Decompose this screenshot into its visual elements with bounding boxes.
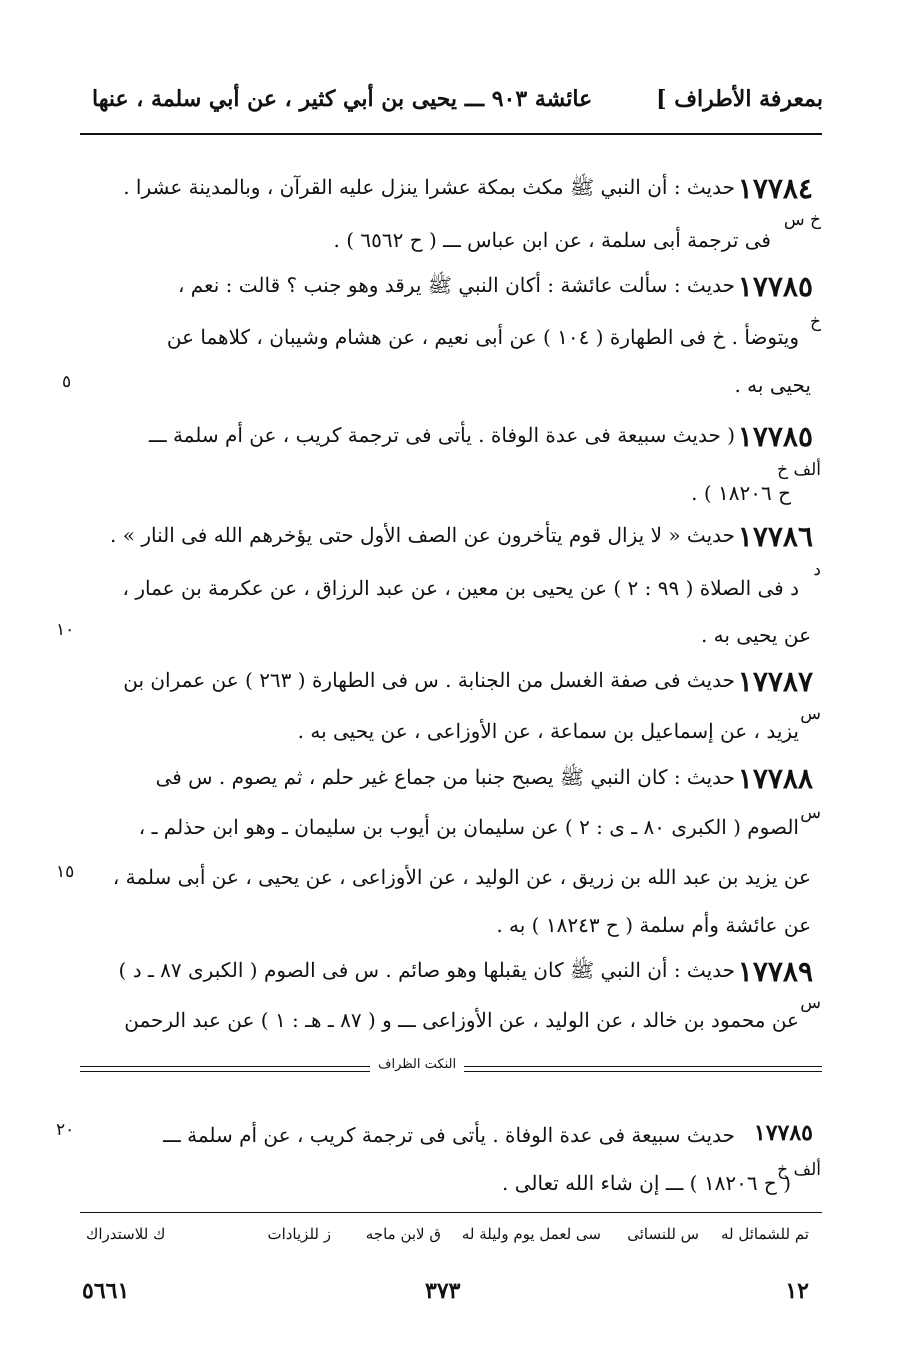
entry-line: الصوم ( الكبرى ٨٠ ـ ى : ٢ ) عن سليمان بن أيوب بن سليمان ـ وهو ابن حذلم ـ ، [138, 815, 799, 839]
supplement-line: حديث سبيعة فى عدة الوفاة . يأتى فى ترجمة كريب ، عن أم سلمة ـــ [163, 1123, 735, 1147]
entry-sigla: د [813, 560, 821, 580]
entry-line: عن يزيد بن عبد الله بن زريق ، عن الوليد ، عن الأوزاعى ، عن يحيى ، عن أبى سلمة ، [112, 865, 811, 889]
entry-number: ١٧٧٨٩ [737, 955, 813, 988]
entry-line: حديث فى صفة الغسل من الجنابة . س فى الطهارة ( ٢٦٣ ) عن عمران بن [123, 668, 735, 692]
abbreviation: ك للاستدراك [86, 1225, 166, 1243]
entry-line: حديث : أن النبي ﷺ كان يقبلها وهو صائم . س فى الصوم ( الكبرى ٨٧ ـ د ) [118, 958, 735, 982]
entry-line: حديث : سألت عائشة : أكان النبي ﷺ يرقد وهو جنب ؟ قالت : نعم ، [177, 273, 735, 297]
entry-line: يحيى به . [734, 373, 811, 397]
header-rule [80, 133, 822, 135]
supplement-line: ( ح ١٨٢٠٦ ) ـــ إن شاء الله تعالى . [502, 1171, 791, 1195]
entry-sigla: س [800, 704, 821, 724]
entry-number: ١٧٧٨٨ [737, 762, 813, 795]
entry-line: د فى الصلاة ( ٩٩ : ٢ ) عن يحيى بن معين ، عن عبد الرزاق ، عن عكرمة بن عمار ، [122, 576, 799, 600]
margin-number: ٢٠ [56, 1120, 75, 1140]
footnote-rule [80, 1212, 822, 1213]
footer-left-number: ٥٦٦١ [82, 1278, 130, 1304]
entry-line: ح ١٨٢٠٦ ) . [691, 481, 791, 505]
running-head-right: بمعرفة الأطراف ] [656, 86, 823, 112]
entry-sigla: س [800, 993, 821, 1013]
entry-sigla: ألف خ [777, 460, 821, 480]
abbreviation: ق لابن ماجه [365, 1225, 441, 1243]
supplement-number: ١٧٧٨٥ [753, 1120, 813, 1146]
entry-number: ١٧٧٨٤ [737, 172, 813, 205]
margin-number: ١٥ [56, 862, 75, 882]
page-number: ٣٧٣ [425, 1278, 461, 1304]
entry-line: عن عائشة وأم سلمة ( ح ١٨٢٤٣ ) به . [496, 913, 811, 937]
margin-number: ١٠ [56, 620, 75, 640]
abbreviation: س للنسائى [627, 1225, 699, 1243]
entry-number: ١٧٧٨٧ [737, 665, 813, 698]
entry-line: حديث « لا يزال قوم يتأخرون عن الصف الأول حتى يؤخرهم الله فى النار » . [110, 523, 735, 547]
signature-number: ١٢ [785, 1278, 809, 1304]
running-head-title: عائشة ٩٠٣ ـــ يحيى بن أبي كثير ، عن أبي سلمة ، عنها [92, 86, 593, 112]
supplement-sigla: ألف خ [777, 1160, 821, 1180]
entry-sigla: خ [810, 312, 821, 332]
entry-sigla: خ س [783, 210, 821, 230]
entry-line: ( حديث سبيعة فى عدة الوفاة . يأتى فى ترجمة كريب ، عن أم سلمة ـــ [149, 423, 735, 447]
entry-line: ويتوضأ . خ فى الطهارة ( ١٠٤ ) عن أبى نعيم ، عن هشام وشيبان ، كلاهما عن [166, 325, 799, 349]
entry-line: حديث : أن النبي ﷺ مكث بمكة عشرا ينزل عليه القرآن ، وبالمدينة عشرا . [123, 175, 735, 199]
entry-line: عن يحيى به . [700, 623, 811, 647]
abbreviation: ز للزيادات [267, 1225, 331, 1243]
entry-line: حديث : كان النبي ﷺ يصبح جنبا من جماع غير حلم ، ثم يصوم . س فى [155, 765, 735, 789]
abbreviation: سى لعمل يوم وليلة له [461, 1225, 601, 1243]
entry-line: عن محمود بن خالد ، عن الوليد ، عن الأوزاعى ـــ و ( ٨٧ ـ هـ : ١ ) عن عبد الرحمن [124, 1008, 799, 1032]
entry-number: ١٧٧٨٦ [737, 520, 813, 553]
abbreviation: تم للشمائل له [720, 1225, 809, 1243]
entry-line: يزيد ، عن إسماعيل بن سماعة ، عن الأوزاعى ، عن يحيى به . [297, 719, 799, 743]
entry-number: ١٧٧٨٥ [737, 420, 813, 453]
entry-number: ١٧٧٨٥ [737, 270, 813, 303]
ornamental-separator [80, 1057, 822, 1079]
entry-sigla: س [800, 803, 821, 823]
margin-number: ٥ [62, 372, 72, 392]
separator-label: النكت الظراف [370, 1057, 464, 1072]
entry-line: فى ترجمة أبى سلمة ، عن ابن عباس ـــ ( ح ٦٥٦٢ ) . [333, 228, 771, 252]
